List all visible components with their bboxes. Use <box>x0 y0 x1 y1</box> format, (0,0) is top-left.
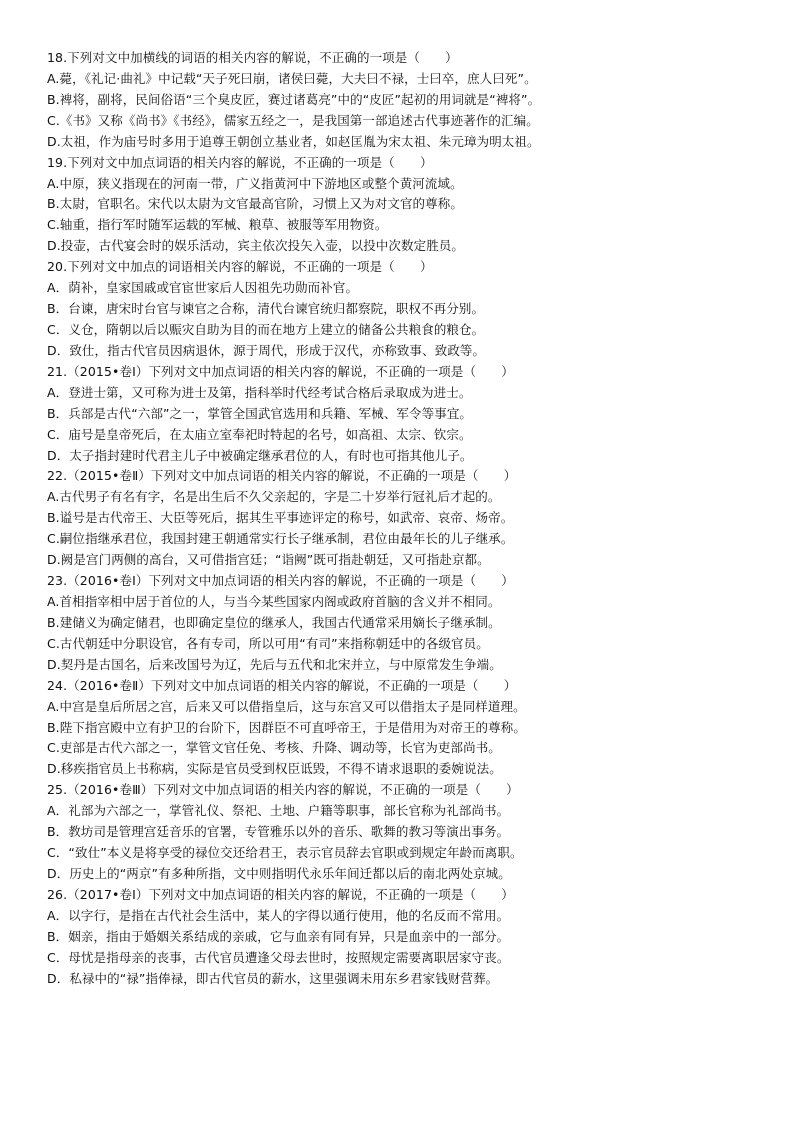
question-24 <box>47 676 767 781</box>
option-a: A．以字行，是指在古代社会生活中，某人的字得以通行使用，他的名反而不常用。 <box>47 907 510 923</box>
option-d: D．历史上的“两京”有多种所指，文中则指明代永乐年间迁都以后的南北两处京城。 <box>47 865 511 881</box>
option-b: B．教坊司是管理宫廷音乐的官署，专管雅乐以外的音乐、歌舞的教习等演出事务。 <box>47 824 510 840</box>
option-a: A.中宫是皇后所居之宫，后来又可以借指皇后，这与东宫又可以借指太子是同样道理。 <box>47 698 526 714</box>
option-c: C.古代朝廷中分职设官，各有专司，所以可用“有司”来指称朝廷中的各级官员。 <box>47 635 489 651</box>
option-b: B.太尉，官职名。宋代以太尉为文官最高官阶，习惯上又为对文官的尊称。 <box>47 196 463 212</box>
option-a: A．礼部为六部之一，掌管礼仪、祭祀、土地、户籍等职事，部长官称为礼部尚书。 <box>47 803 510 819</box>
question-21 <box>47 362 767 467</box>
question-26 <box>47 885 767 990</box>
question-title: 19.下列对文中加点词语的相关内容的解说，不正确的一项是（ ） <box>47 154 433 170</box>
option-c: C．“致仕”本义是将享受的禄位交还给君王，表示官员辞去官职或到规定年龄而离职。 <box>47 845 523 861</box>
option-b: B.裨将，副将，民间俗语“三个臭皮匠，赛过诸葛亮”中的“皮匠”起初的用词就是“裨将”。 <box>47 91 541 107</box>
question-title: 18.下列对文中加横线的词语的相关内容的解说，不正确的一项是（ ） <box>47 50 458 65</box>
question-22 <box>47 466 767 571</box>
question-title: 22.（2015•卷Ⅱ）下列对文中加点词语的相关内容的解说，不正确的一项是（ ） <box>47 468 517 484</box>
question-title: 24.（2016•卷Ⅱ）下列对文中加点词语的相关内容的解说，不正确的一项是（ ） <box>47 677 517 693</box>
option-a: A．登进士第，又可称为进士及第，指科举时代经考试合格后录取成为进士。 <box>47 384 472 400</box>
option-c: C．义仓，隋朝以后以赈灾自助为目的而在地方上建立的储备公共粮食的粮仓。 <box>47 321 485 337</box>
option-b: B.谥号是古代帝王、大臣等死后，据其生平事迹评定的称号，如武帝、哀帝、炀帝。 <box>47 510 514 526</box>
option-b: B．姻亲，指由于婚姻关系结成的亲戚，它与血亲有同有异，只是血亲中的一部分。 <box>47 928 510 944</box>
question-title: 25.（2016•卷Ⅲ）下列对文中加点词语的相关内容的解说，不正确的一项是（ ） <box>47 782 519 798</box>
option-c: C.吏部是古代六部之一，掌管文官任免、考核、升降、调动等，长官为吏部尚书。 <box>47 740 501 756</box>
option-d: D．致仕，指古代官员因病退休，源于周代，形成于汉代，亦称致事、致政等。 <box>47 342 486 358</box>
option-d: D.移疾指官员上书称病，实际是官员受到权臣诋毁，不得不请求退职的委婉说法。 <box>47 761 502 777</box>
option-a: A.薨，《礼记·曲礼》中记载“天子死曰崩，诸侯曰薨，大夫曰不禄，士曰卒，庶人曰死”。 <box>47 70 537 86</box>
option-b: B．兵部是古代“六部”之一，掌管全国武官选用和兵籍、军械、军令等事宜。 <box>47 405 473 421</box>
option-d: D.投壶，古代宴会时的娱乐活动，宾主依次投矢入壶，以投中次数定胜员。 <box>47 238 464 254</box>
option-b: B．台谏，唐宋时台官与谏官之合称，清代台谏官统归都察院，职权不再分别。 <box>47 301 485 317</box>
option-d: D.契丹是古国名，后来改国号为辽，先后与五代和北宋并立，与中原常发生争端。 <box>47 656 502 672</box>
question-title: 21.（2015•卷Ⅰ）下列对文中加点词语的相关内容的解说，不正确的一项是（ ） <box>47 363 514 379</box>
option-c: C.轴重，指行军时随军运载的军械、粮草、被服等军用物资。 <box>47 217 388 233</box>
question-18 <box>47 48 767 153</box>
option-d: D.阙是宫门两侧的高台，又可借指宫廷；“诣阙”既可指赴朝廷，又可指赴京都。 <box>47 552 490 568</box>
option-a: A.首相指宰相中居于首位的人，与当今某些国家内阁或政府首脑的含义并不相同。 <box>47 593 501 609</box>
option-a: A.中原，狭义指现在的河南一带，广义指黄河中下游地区或整个黄河流域。 <box>47 175 463 191</box>
question-20 <box>47 257 767 362</box>
option-a: A.古代男子有名有字，名是出生后不久父亲起的，字是二十岁举行冠礼后才起的。 <box>47 489 501 505</box>
option-d: D.太祖，作为庙号时多用于追尊王朝创立基业者，如赵匡胤为宋太祖、朱元璋为明太祖。 <box>47 133 540 149</box>
question-list <box>47 48 767 989</box>
question-23 <box>47 571 767 676</box>
question-19 <box>47 153 767 258</box>
option-b: B.建储义为确定储君，也即确定皇位的继承人，我国古代通常采用嫡长子继承制。 <box>47 614 501 630</box>
option-c: C.嗣位指继承君位，我国封建王朝通常实行长子继承制，君位由最年长的儿子继承。 <box>47 531 514 547</box>
question-25 <box>47 780 767 885</box>
option-d: D．私禄中的“禄”指俸禄，即古代官员的薪水，这里强调未用东乡君家钱财营葬。 <box>47 970 499 986</box>
option-d: D．太子指封建时代君主儿子中被确定继承君位的人，有时也可指其他儿子。 <box>47 447 473 463</box>
question-title: 20.下列对文中加点的词语相关内容的解说，不正确的一项是（ ） <box>47 259 433 275</box>
question-title: 23.（2016•卷Ⅰ）下列对文中加点词语的相关内容的解说，不正确的一项是（ ） <box>47 573 514 589</box>
option-a: A．荫补，皇家国戚或官宦世家后人因祖先功勋而补官。 <box>47 280 359 296</box>
question-title: 26.（2017•卷Ⅰ）下列对文中加点词语的相关内容的解说，不正确的一项是（ ） <box>47 886 514 902</box>
option-b: B.陛下指宫殿中立有护卫的台阶下，因群臣不可直呼帝王，于是借用为对帝王的尊称。 <box>47 719 526 735</box>
option-c: C．庙号是皇帝死后，在太庙立室奉祀时特起的名号，如高祖、太宗、钦宗。 <box>47 426 472 442</box>
option-c: C.《书》又称《尚书》《书经》，儒家五经之一，是我国第一部追述古代事迹著作的汇编。 <box>47 112 539 128</box>
option-c: C．母忧是指母亲的丧事，古代官员遭逢父母去世时，按照规定需要离职居家守丧。 <box>47 949 510 965</box>
